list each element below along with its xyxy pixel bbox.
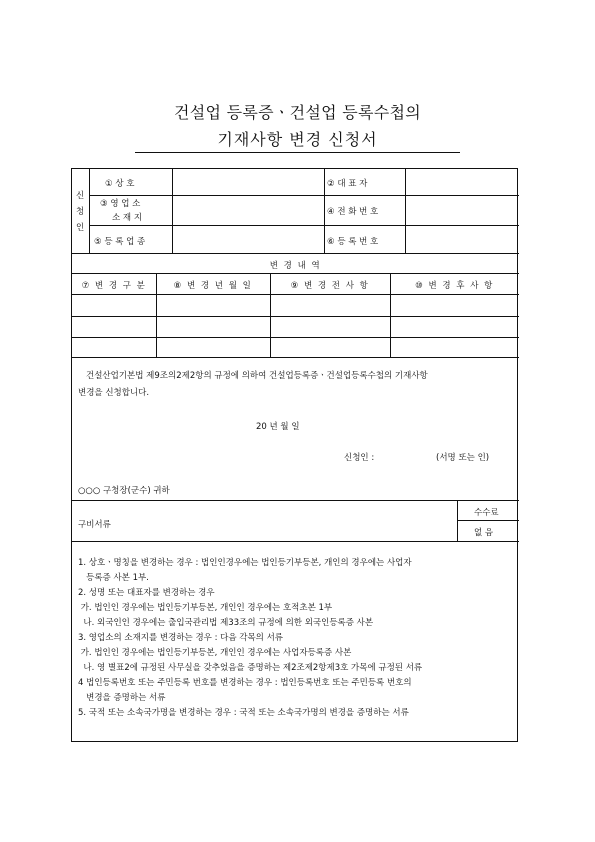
registered-business-label: ⑤ 등 록 업 종	[94, 237, 146, 247]
application-date: 20 년 월 일	[256, 422, 300, 432]
list-item: 1. 상호ㆍ명칭을 변경하는 경우 : 법인인경우에는 법인등기부등본, 개인의 경우에는 사업자	[78, 558, 412, 568]
declaration-line1: 건설산업기본법 제9조의2제2항의 규정에 의하여 건설업등록증ㆍ건설업등록수첩의 기재사항	[86, 371, 428, 381]
required-documents-list	[78, 556, 422, 721]
required-documents-title: 구비서류	[78, 520, 111, 530]
application-form	[71, 168, 518, 742]
form-title-line1: 건설업 등록증ㆍ건설업 등록수첩의	[173, 103, 422, 122]
change-date-column: ⑧ 변 경 년 월 일	[173, 281, 253, 291]
list-item: 2. 성명 또는 대표자를 변경하는 경우	[78, 588, 215, 598]
fee-value: 없 음	[474, 528, 494, 538]
form-title-line2: 기재사항 변경 신청서	[135, 127, 460, 153]
list-item: 3. 영업소의 소재지를 변경하는 경우 : 다음 각목의 서류	[78, 633, 284, 643]
list-item: 나. 영 별표2에 규정된 사무실을 갖추었음을 증명하는 제2조제2항제3호 가목에 규정된 서류	[78, 663, 423, 673]
list-item: 나. 외국인인 경우에는 출입국관리법 제33조의 규정에 의한 외국인등록증 사본	[78, 618, 374, 628]
registration-number-label: ⑥ 등 록 번 호	[327, 237, 379, 247]
fee-label: 수수료	[474, 508, 499, 518]
office-location-label-2: 소 재 지	[112, 213, 143, 223]
after-change-column: ⑩ 변 경 후 사 항	[415, 281, 494, 291]
addressee: ○○○ 구청장(군수) 귀하	[78, 486, 170, 496]
change-type-column: ⑦ 변 경 구 분	[81, 281, 147, 291]
signature-note: (서명 또는 인)	[436, 453, 490, 463]
list-item: 5. 국적 또는 소속국가명을 변경하는 경우 : 국적 또는 소속국가명의 변경을 증명하는 서류	[78, 708, 409, 718]
list-item: 가. 법인인 경우에는 법인등기부등본, 개인인 경우에는 사업자등록증 사본	[78, 648, 352, 658]
declaration-line2: 변경을 신청합니다.	[78, 388, 150, 398]
list-item: 가. 법인인 경우에는 법인등기부등본, 개인인 경우에는 호적초본 1부	[78, 603, 333, 613]
office-location-label-1: ③ 영 업 소	[100, 199, 141, 209]
before-change-column: ⑨ 변 경 전 사 항	[290, 281, 370, 291]
representative-label: ② 대 표 자	[327, 179, 368, 189]
applicant-side-label-1: 신	[76, 191, 85, 201]
change-details-header: 변 경 내 역	[269, 261, 322, 271]
list-item: 4 법인등록번호 또는 주민등록 번호를 변경하는 경우 : 법인등록번호 또는 주민등록 번호의	[78, 678, 412, 688]
applicant-side-label-2: 청	[76, 207, 85, 217]
phone-label: ④ 전 화 번 호	[327, 207, 379, 217]
list-item: 등록증 사본 1부.	[78, 573, 149, 583]
applicant-side-label-3: 인	[76, 223, 85, 233]
list-item: 변경을 증명하는 서류	[78, 693, 166, 703]
applicant-signature-label: 신청인 :	[344, 453, 375, 463]
trade-name-label: ① 상 호	[105, 179, 135, 189]
